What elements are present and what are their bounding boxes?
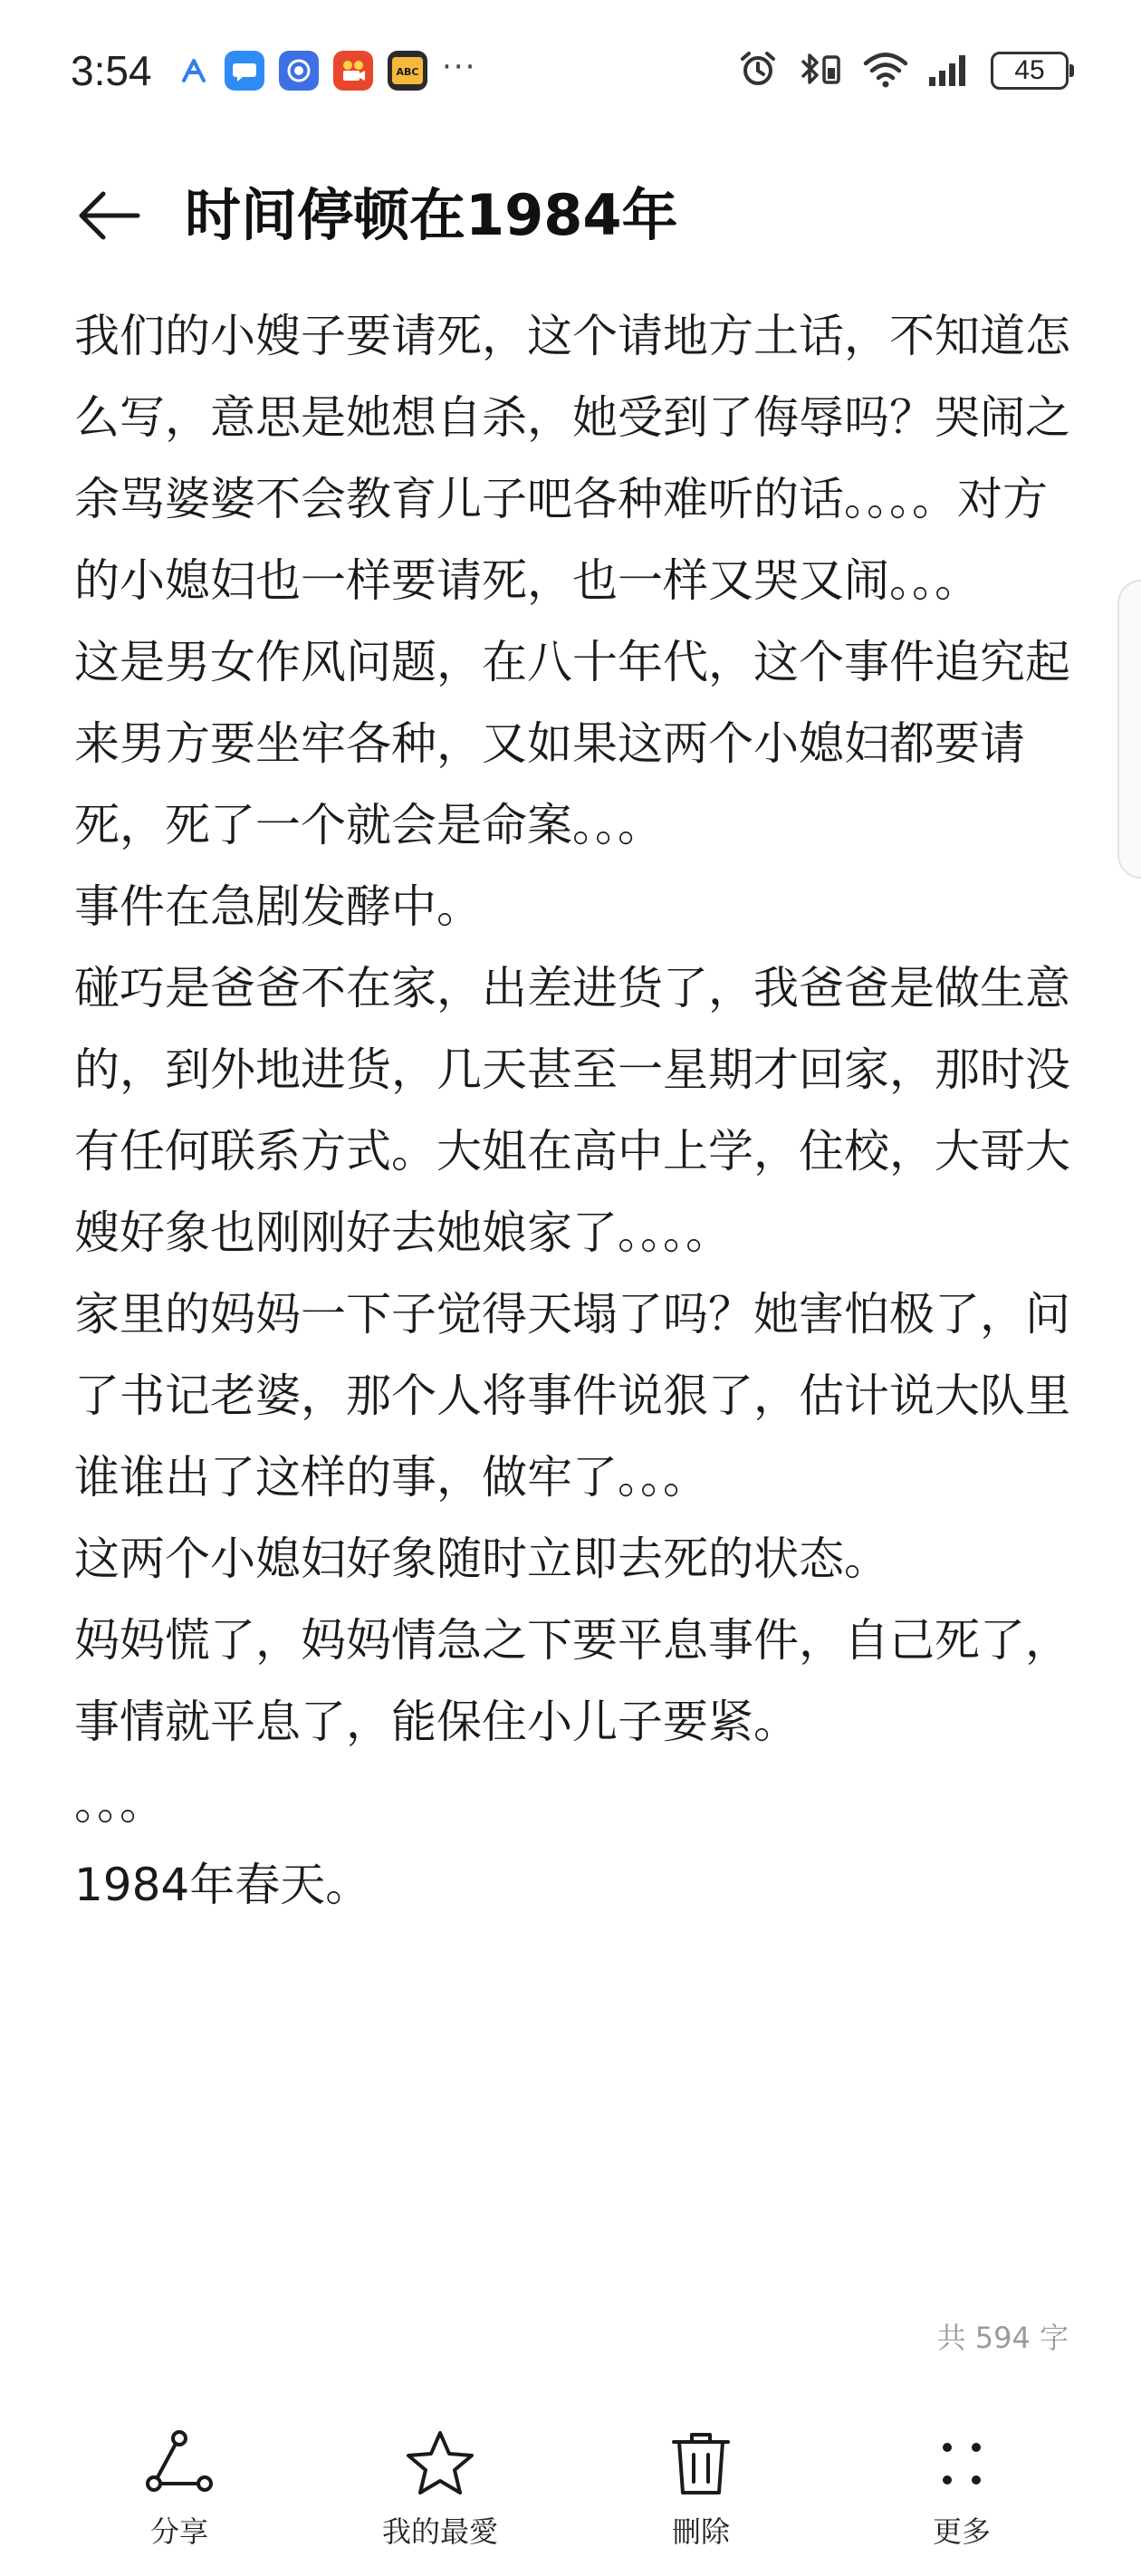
more-label: 更多 [932, 2514, 991, 2549]
battery-indicator [991, 52, 1069, 90]
app-a-icon [177, 51, 210, 91]
note-paragraph: 事件在急剧发酵中。 [74, 880, 482, 933]
bluetooth-battery-icon [795, 48, 846, 93]
video-app-icon [333, 51, 373, 91]
abc-app-icon [388, 51, 427, 91]
note-paragraph: 1984年春天。 [74, 1859, 371, 1911]
share-button[interactable] [80, 2427, 279, 2563]
notification-icons [177, 47, 491, 94]
note-paragraph: 我们的小嫂子要请死，这个请地方土话，不知道怎么写，意思是她想自杀，她受到了侮辱吗？哭闹之余骂婆婆不会教育儿子吧各种难听的话。。。。对方的小媳妇也一样要请死，也一样又哭又闹。。。 [74, 310, 1070, 607]
note-paragraph: 。。。 [74, 1777, 165, 1830]
status-time: 3:54 [71, 47, 152, 94]
favorite-button[interactable] [340, 2427, 540, 2563]
signal-strength-icon [925, 48, 974, 93]
wifi-icon [862, 48, 909, 93]
note-body[interactable] [74, 295, 1070, 1926]
note-paragraph: 这两个小媳妇好象随时立即去死的状态。 [74, 1533, 889, 1585]
battery-level: 45 [1014, 55, 1045, 85]
back-button[interactable] [72, 179, 145, 252]
status-bar [0, 0, 1141, 136]
share-label: 分享 [149, 2514, 208, 2549]
share-icon [143, 2427, 216, 2500]
delete-label: 刪除 [671, 2514, 730, 2549]
favorite-label: 我的最愛 [381, 2514, 498, 2549]
scroll-handle[interactable] [1117, 580, 1141, 879]
note-paragraph: 这是男女作风问题，在八十年代，这个事件追究起来男方要坐牢各种，又如果这两个小媳妇都要请死，死了一个就会是命案。。。 [74, 636, 1070, 851]
delete-button[interactable] [601, 2427, 801, 2563]
note-paragraph: 碰巧是爸爸不在家，出差进货了，我爸爸是做生意的，到外地进货，几天甚至一星期才回家，那时没有任何联系方式。大姐在高中上学，住校，大哥大嫂好象也刚刚好去她娘家了。。。。 [74, 962, 1070, 1259]
back-arrow-icon [76, 188, 141, 243]
bottom-toolbar [0, 2427, 1141, 2563]
system-icons [721, 47, 1069, 94]
note-paragraph: 家里的妈妈一下子觉得天塌了吗？她害怕极了，问了书记老婆，那个人将事件说狠了，估计说大队里谁谁出了这样的事，做牢了。。。 [74, 1288, 1070, 1504]
camera-app-icon [279, 51, 319, 91]
more-button[interactable] [862, 2427, 1061, 2563]
word-count: 共 594 字 [936, 2321, 1069, 2355]
more-dots-icon [925, 2427, 998, 2500]
page-title: 时间停顿在1984年 [185, 182, 678, 248]
note-paragraph: 妈妈慌了，妈妈情急之下要平息事件，自己死了，事情就平息了，能保住小儿子要紧。 [74, 1614, 1070, 1748]
chat-app-icon [225, 51, 264, 91]
title-bar [0, 154, 1141, 272]
star-icon [404, 2427, 476, 2500]
alarm-icon [737, 48, 779, 93]
more-notifications-icon: ··· [442, 49, 477, 85]
svg-text:ABC: ABC [396, 66, 419, 78]
trash-icon [665, 2427, 737, 2500]
